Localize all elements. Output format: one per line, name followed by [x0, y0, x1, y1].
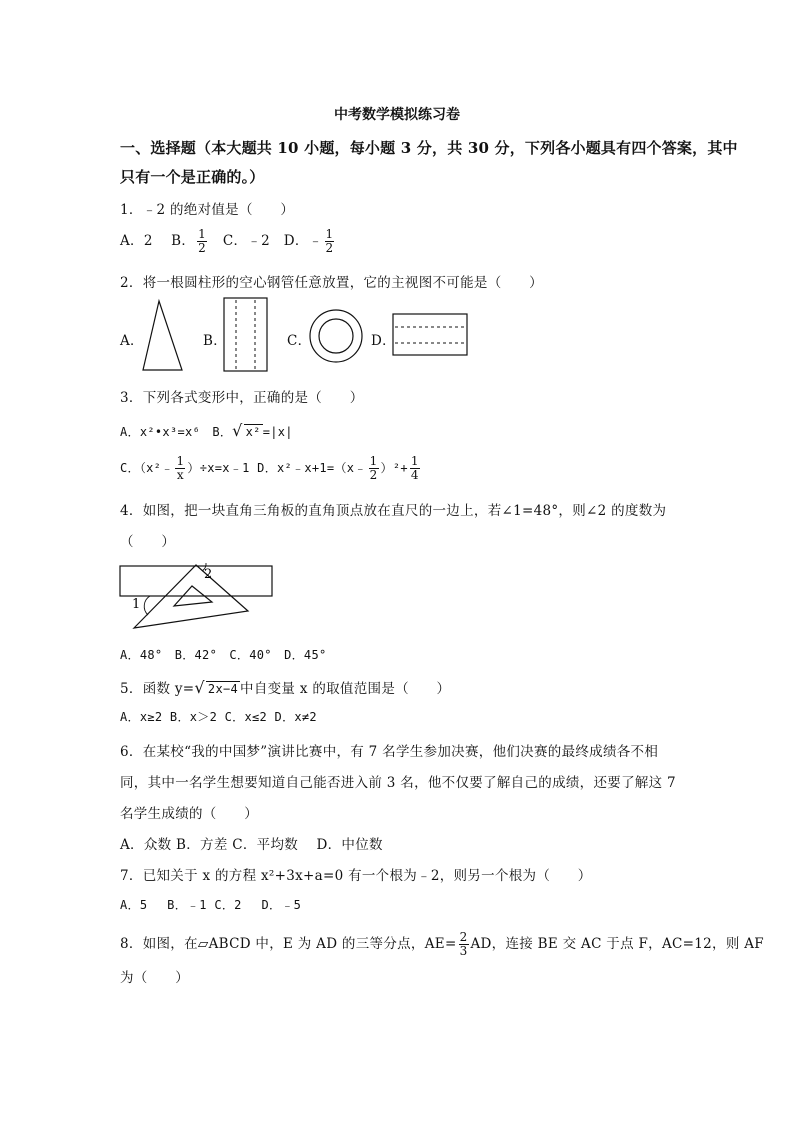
q3-c-num: 1 — [176, 454, 185, 468]
q3-options-cd — [120, 455, 422, 482]
q8-pre: 8．如图，在▱ABCD 中，E 为 AD 的三等分点，AE= — [120, 936, 457, 952]
q1-options — [120, 228, 336, 255]
radical-sign-icon: √ — [232, 421, 243, 440]
q3-c-fraction — [175, 455, 185, 482]
q4-stem-line2: （ ） — [120, 534, 176, 550]
q3-d2-num: 1 — [410, 454, 419, 468]
q3-b-tail: =|x| — [262, 425, 293, 439]
q7-options: A．5 B．﹣1 C．2 D．﹣5 — [120, 898, 302, 912]
q2-stem: 2．将一根圆柱形的空心钢管任意放置，它的主视图不可能是（ ） — [120, 275, 543, 291]
q3-d2-den: 4 — [410, 468, 419, 482]
q1-b-den: 2 — [198, 241, 207, 255]
q6-options: A．众数 B．方差 C．平均数 D．中位数 — [120, 837, 383, 853]
q8-stem-line1 — [120, 931, 764, 958]
q2-figure-triangle — [140, 300, 185, 372]
q1-b-num: 1 — [198, 227, 207, 241]
q5-stem — [120, 677, 450, 697]
q1-d-num: 1 — [325, 227, 334, 241]
q1-d-den: 2 — [325, 241, 334, 255]
page-title: 中考数学模拟练习卷 — [334, 107, 460, 123]
q3-options-ab — [120, 421, 293, 440]
q2-label-d: D． — [371, 333, 396, 349]
q4-stem-line1: 4．如图，把一块直角三角板的直角顶点放在直尺的一边上，若∠1=48°，则∠2 的度数为 — [120, 503, 667, 519]
q4-options: A．48° B．42° C．40° D．45° — [120, 648, 327, 662]
q5-post: 中自变量 x 的取值范围是（ ） — [240, 681, 451, 697]
q6-line1: 6．在某校“我的中国梦”演讲比赛中，有 7 名学生参加决赛，他们决赛的最终成绩各不相 — [120, 744, 659, 760]
q3-d-fraction — [369, 455, 379, 482]
q8-den: 3 — [459, 944, 468, 958]
q2-label-a: A． — [120, 333, 144, 349]
q5-pre: 5．函数 y= — [120, 681, 195, 697]
q1-option-cd: C．﹣2 D．﹣ — [209, 233, 323, 249]
q3-d-mid: ）²+ — [380, 461, 408, 475]
q3-d-den: 2 — [369, 468, 378, 482]
q1-fraction-d — [325, 228, 335, 255]
q3-b-radicand: x² — [245, 425, 261, 439]
q3-stem: 3．下列各式变形中，正确的是（ ） — [120, 390, 364, 406]
q6-line3: 名学生成绩的（ ） — [120, 806, 258, 822]
q3-c-pre: C．（x²﹣ — [120, 461, 174, 475]
q1-fraction-b — [197, 228, 207, 255]
q5-radicand: 2x−4 — [207, 682, 239, 696]
q3-d-num: 1 — [369, 454, 378, 468]
q3-c-mid: ）÷x=x﹣1 D．x²﹣x+1=（x﹣ — [187, 461, 367, 475]
q3-option-a: A．x²•x³=x⁶ B． — [120, 425, 233, 439]
q6-line2: 同，其中一名学生想要知道自己能否进入前 3 名，他不仅要了解自己的成绩，还要了解这 7 — [120, 775, 676, 791]
q3-c-den: x — [176, 468, 184, 482]
q2-label-b: B． — [203, 333, 228, 349]
q8-fraction — [459, 931, 469, 958]
radical-sign-icon: √ — [194, 678, 205, 697]
q8-post: AD，连接 BE 交 AC 于点 F，AC=12，则 AF — [470, 936, 764, 952]
q2-figure-tube-horizontal — [392, 313, 469, 357]
q4-figure-ruler-triangle — [118, 562, 278, 634]
section-header-line1: 一、选择题（本大题共 10 小题，每小题 3 分，共 30 分，下列各小题具有四个答案，其中 — [120, 139, 738, 157]
q2-figure-ring — [308, 308, 364, 364]
q8-num: 2 — [459, 930, 468, 944]
q3-d2-fraction — [410, 455, 420, 482]
section-header-line2: 只有一个是正确的。） — [120, 168, 265, 186]
q2-figure-tube-vertical — [223, 297, 269, 373]
q5-options: A．x≥2 B．x＞2 C．x≤2 D．x≠2 — [120, 710, 317, 724]
q7-stem: 7．已知关于 x 的方程 x²+3x+a=0 有一个根为﹣2，则另一个根为（ ） — [120, 868, 592, 884]
q1-option-a: A．2 B． — [120, 233, 196, 249]
q8-stem-line2: 为（ ） — [120, 970, 189, 986]
q4-angle-label-2: 2 — [204, 567, 213, 582]
q2-label-c: C． — [287, 333, 312, 349]
q1-stem: 1．﹣2 的绝对值是（ ） — [120, 202, 295, 218]
q4-angle-label-1: 1 — [132, 597, 141, 612]
